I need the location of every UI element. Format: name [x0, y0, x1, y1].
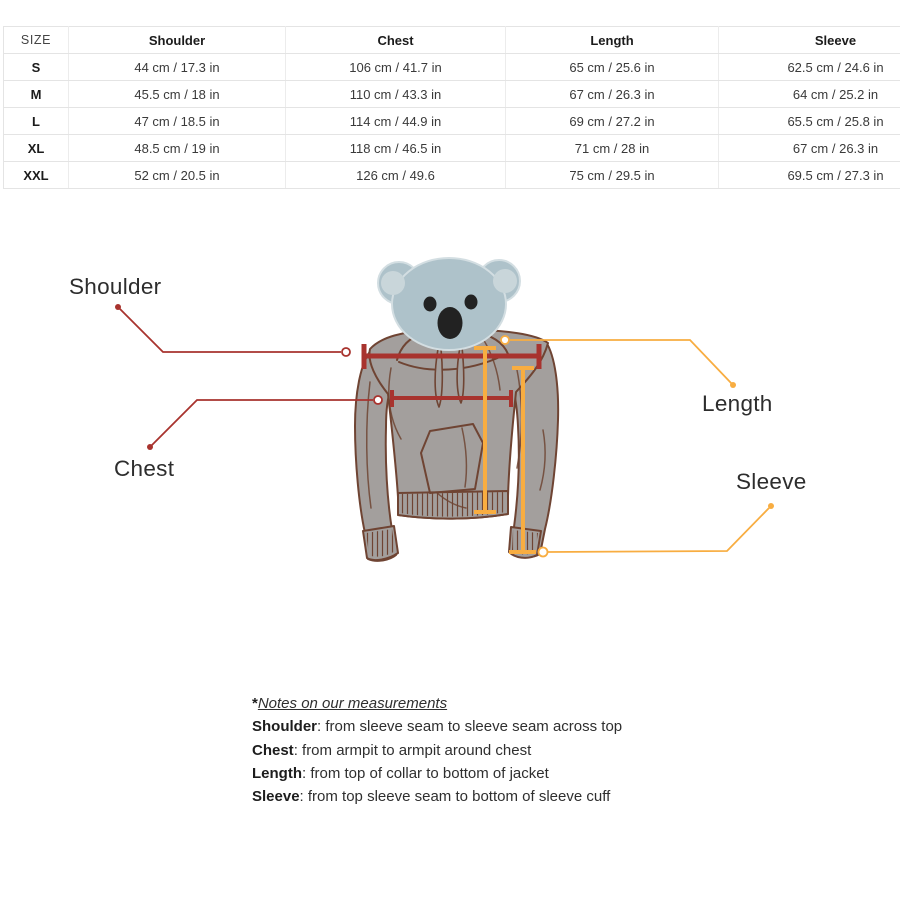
measurement-cell: 65.5 cm / 25.8 in	[719, 108, 900, 135]
measurement-cell: 106 cm / 41.7 in	[286, 54, 506, 81]
measurement-notes	[252, 692, 622, 808]
column-header-sleeve: Sleeve	[719, 27, 900, 54]
size-cell: XXL	[4, 162, 69, 189]
size-cell: S	[4, 54, 69, 81]
left-cuff-texture	[366, 529, 395, 557]
note-item-shoulder	[252, 715, 622, 738]
asterisk: *	[252, 695, 258, 712]
measurement-cell: 67 cm / 26.3 in	[506, 81, 719, 108]
measurement-cell: 75 cm / 29.5 in	[506, 162, 719, 189]
column-header-shoulder: Shoulder	[69, 27, 286, 54]
measurement-cell: 65 cm / 25.6 in	[506, 54, 719, 81]
measurement-cell: 48.5 cm / 19 in	[69, 135, 286, 162]
measurement-cell: 69.5 cm / 27.3 in	[719, 162, 900, 189]
hoodie-illustration	[355, 330, 558, 561]
note-desc: : from top of collar to bottom of jacket	[302, 764, 549, 782]
measurement-cell: 69 cm / 27.2 in	[506, 108, 719, 135]
chest-label: Chest	[114, 456, 175, 481]
koala-right-inner-ear	[493, 269, 517, 293]
notes-title-text: Notes on our measurements	[257, 695, 448, 712]
measurement-cell: 67 cm / 26.3 in	[719, 135, 900, 162]
koala-nose	[438, 307, 463, 339]
measurement-cell: 71 cm / 28 in	[506, 135, 719, 162]
size-cell: XL	[4, 135, 69, 162]
note-item-sleeve	[252, 785, 622, 808]
koala-left-eye	[424, 297, 437, 312]
koala-right-eye	[465, 295, 478, 310]
column-header-length: Length	[506, 27, 719, 54]
note-term: Chest	[252, 741, 294, 759]
column-header-size: SIZE	[4, 27, 69, 54]
note-desc: : from top sleeve seam to bottom of sleeve cuff	[299, 788, 611, 806]
measurement-cell: 47 cm / 18.5 in	[69, 108, 286, 135]
note-desc: : from sleeve seam to sleeve seam across top	[317, 718, 623, 736]
column-header-chest: Chest	[286, 27, 506, 54]
measurement-cell: 114 cm / 44.9 in	[286, 108, 506, 135]
measurement-cell: 52 cm / 20.5 in	[69, 162, 286, 189]
size-cell: M	[4, 81, 69, 108]
measurement-cell: 44 cm / 17.3 in	[69, 54, 286, 81]
note-item-length	[252, 762, 622, 785]
length-label: Length	[702, 391, 773, 416]
note-term: Sleeve	[252, 788, 300, 806]
note-item-chest	[252, 739, 622, 762]
koala-left-inner-ear	[381, 271, 405, 295]
measurement-cell: 126 cm / 49.6	[286, 162, 506, 189]
measurement-cell: 45.5 cm / 18 in	[69, 81, 286, 108]
shoulder-label: Shoulder	[69, 274, 162, 299]
measurement-cell: 110 cm / 43.3 in	[286, 81, 506, 108]
measurement-cell: 118 cm / 46.5 in	[286, 135, 506, 162]
measurement-cell: 62.5 cm / 24.6 in	[719, 54, 900, 81]
measurement-cell: 64 cm / 25.2 in	[719, 81, 900, 108]
notes-title	[252, 692, 622, 715]
size-cell: L	[4, 108, 69, 135]
note-term: Length	[252, 764, 302, 782]
note-term: Shoulder	[252, 718, 318, 736]
sleeve-label: Sleeve	[736, 469, 807, 494]
note-desc: : from armpit to armpit around chest	[293, 741, 532, 759]
